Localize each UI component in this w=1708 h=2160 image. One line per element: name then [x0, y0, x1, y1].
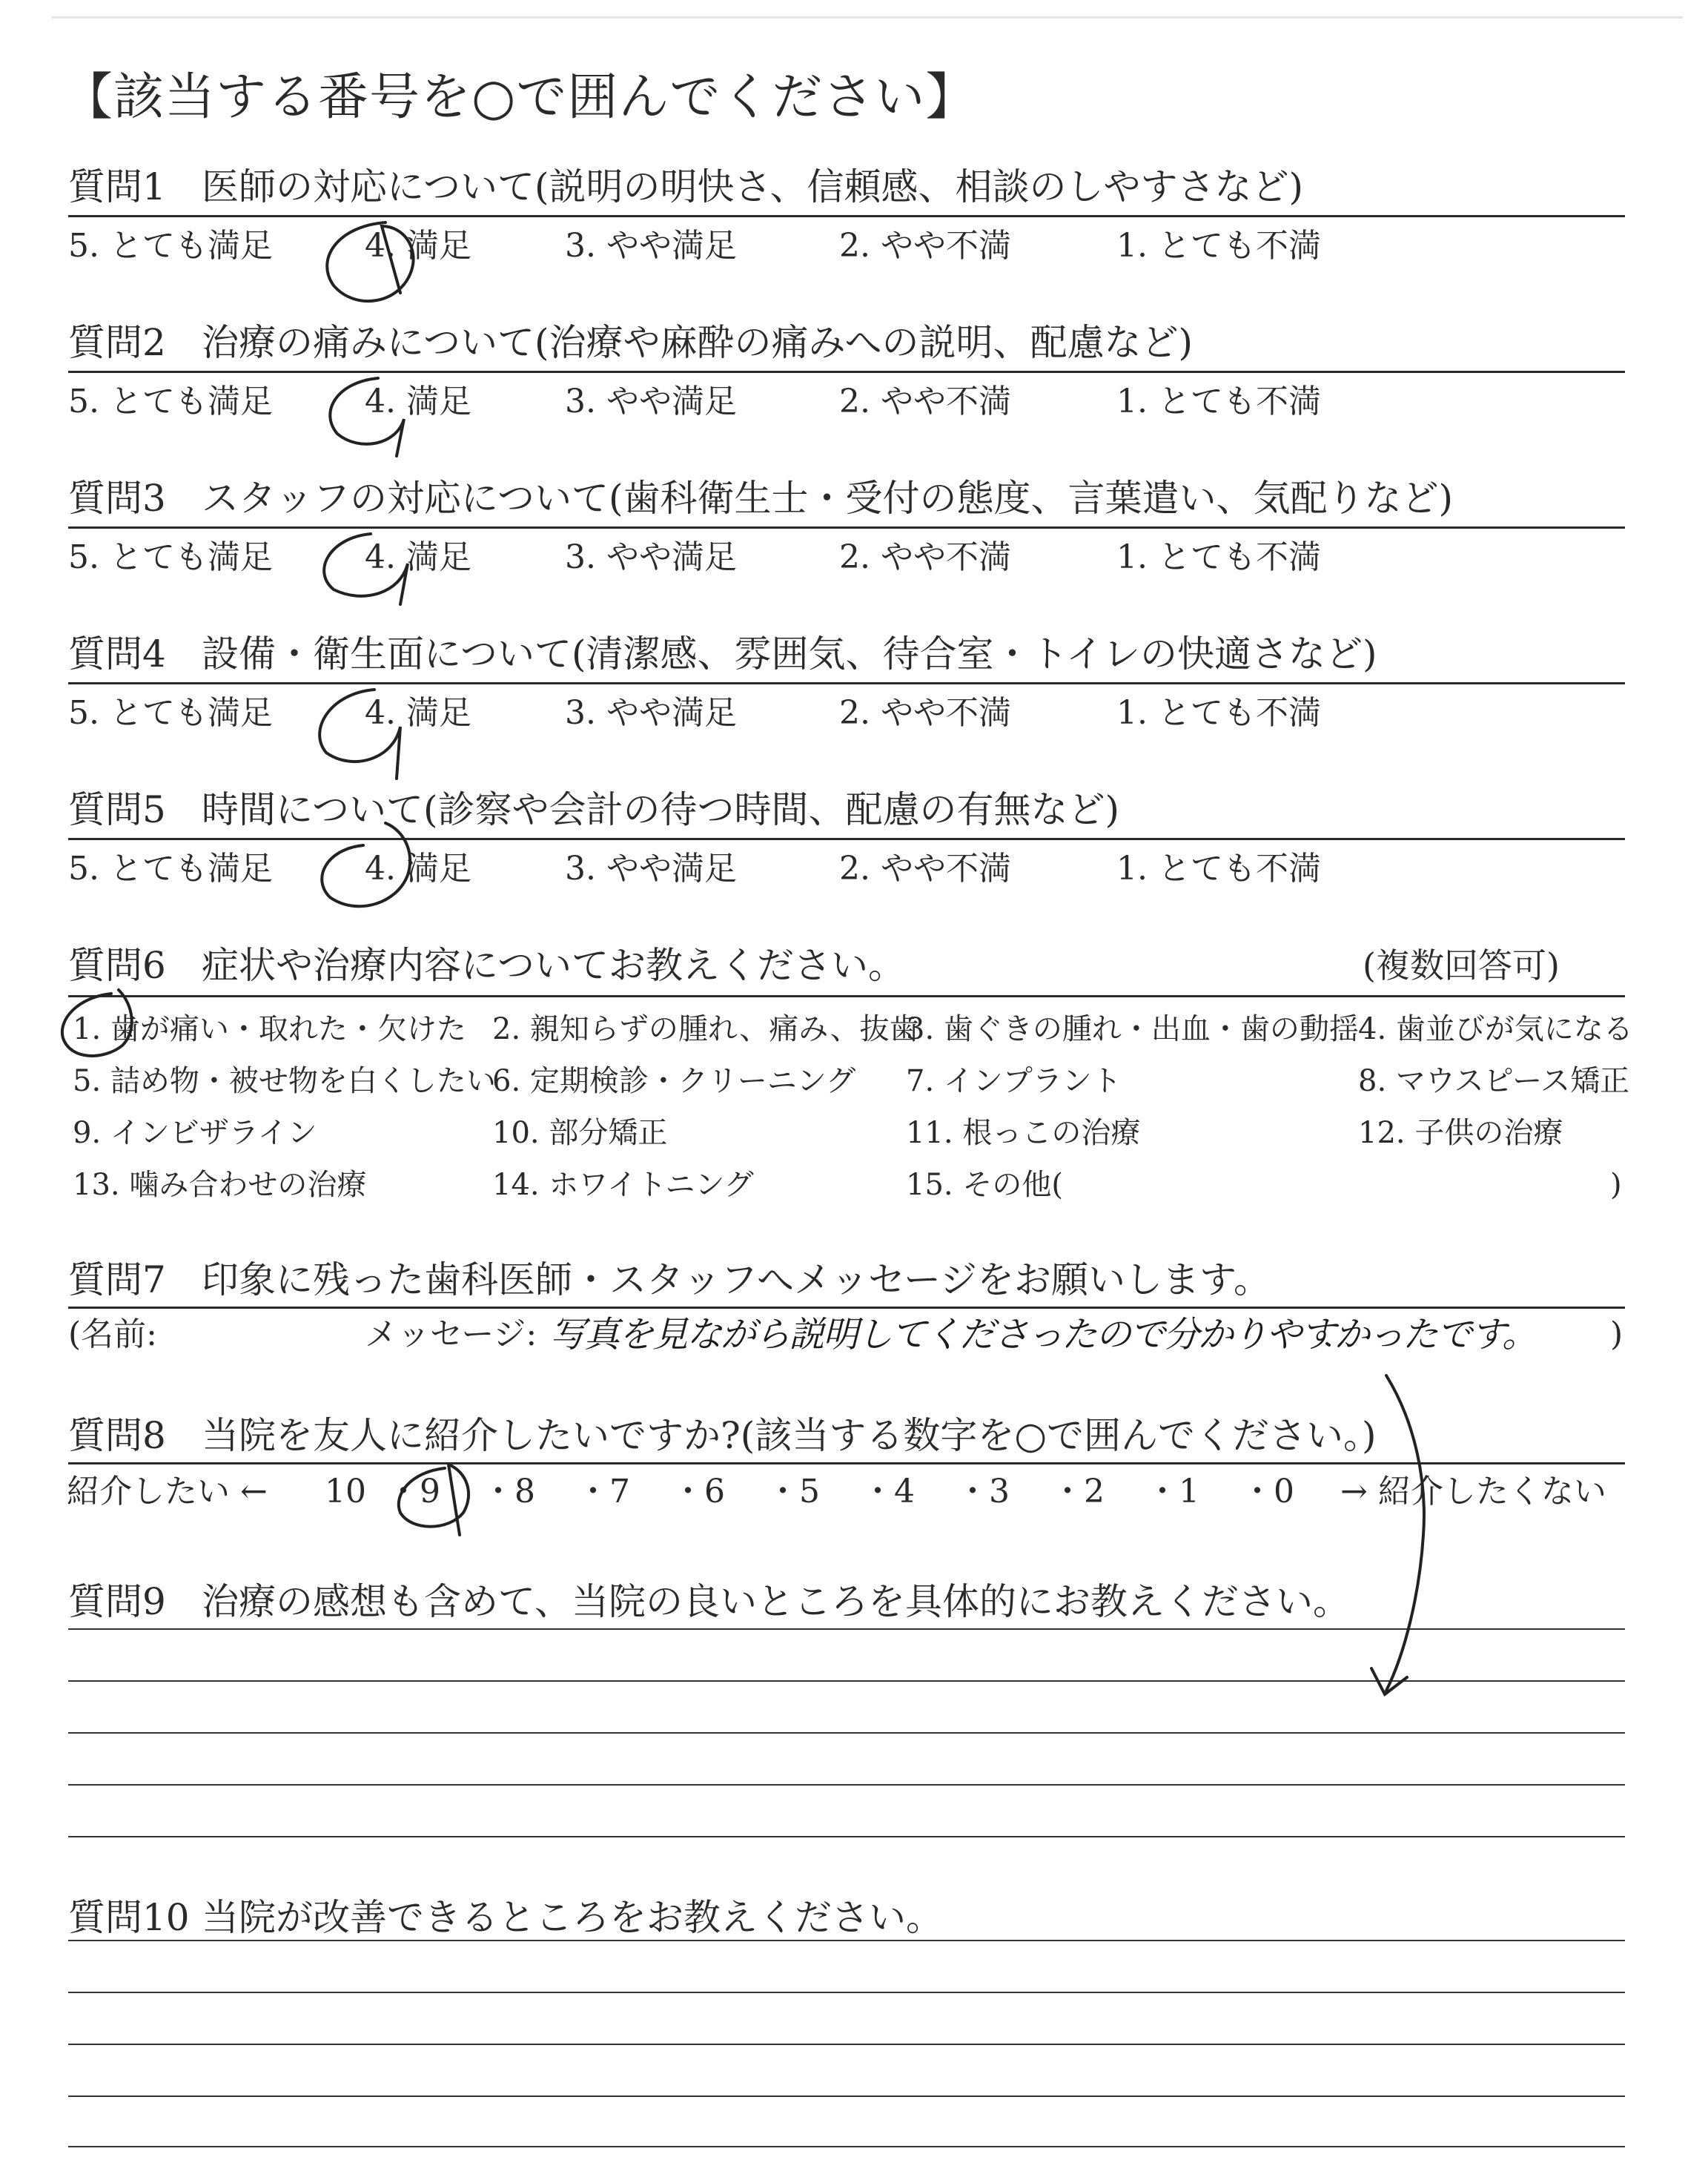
- q1-option-5[interactable]: 5. とても満足: [68, 227, 273, 265]
- q6-option-7[interactable]: 7. インプラント: [906, 1064, 1122, 1098]
- q5-option-3[interactable]: 3. やや満足: [565, 850, 737, 888]
- scale-value-0[interactable]: 0: [1274, 1473, 1294, 1510]
- question-4: [68, 632, 1625, 676]
- question-10: [68, 1895, 1625, 1940]
- message-handwritten[interactable]: 写真を見ながら説明してくださったので分かりやすかったです。: [550, 1314, 1537, 1355]
- scale-value-10[interactable]: 10: [325, 1473, 366, 1510]
- scale-separator-dot: ・: [1241, 1473, 1274, 1510]
- scale-separator-dot: ・: [672, 1473, 704, 1510]
- recommend-right-label: → 紹介したくない: [1340, 1473, 1606, 1510]
- page-title: 【該当する番号を○で囲んでください】: [62, 68, 977, 127]
- answer-line[interactable]: [68, 2146, 1625, 2147]
- message-close-paren: ): [1610, 1315, 1623, 1353]
- q2-option-4[interactable]: 4. 満足: [365, 383, 471, 420]
- q6-option-4[interactable]: 4. 歯並びが気になる: [1358, 1012, 1633, 1046]
- answer-line[interactable]: [68, 1836, 1625, 1837]
- question-8: [68, 1413, 1625, 1458]
- q5-option-1[interactable]: 1. とても不満: [1116, 850, 1321, 888]
- scale-value-4[interactable]: 4: [894, 1473, 915, 1510]
- scale-value-9[interactable]: 9: [420, 1473, 440, 1510]
- q2-option-2[interactable]: 2. やや不満: [839, 383, 1011, 420]
- scale-value-1[interactable]: 1: [1179, 1473, 1199, 1510]
- q6-option-15[interactable]: 15. その他(: [906, 1168, 1063, 1202]
- q3-option-3[interactable]: 3. やや満足: [565, 538, 737, 576]
- divider: [68, 215, 1625, 217]
- answer-line[interactable]: [68, 1992, 1625, 1993]
- scale-separator-dot: ・: [861, 1473, 894, 1510]
- q1-option-2[interactable]: 2. やや不満: [839, 227, 1011, 265]
- divider: [68, 838, 1625, 840]
- question-text: 時間について(診察や会計の待つ時間、配慮の有無など): [202, 788, 1120, 831]
- scale-separator-dot: ・: [767, 1473, 799, 1510]
- divider: [68, 1307, 1625, 1309]
- q2-option-3[interactable]: 3. やや満足: [565, 383, 737, 420]
- q4-option-5[interactable]: 5. とても満足: [68, 694, 273, 732]
- q6-option-8[interactable]: 8. マウスピース矯正: [1358, 1064, 1630, 1098]
- scale-value-7[interactable]: 7: [609, 1473, 630, 1510]
- question-number: 質問7: [68, 1258, 166, 1301]
- question-text: 当院を友人に紹介したいですか?(該当する数字を○で囲んでください。): [202, 1414, 1377, 1457]
- answer-line[interactable]: [68, 1680, 1625, 1682]
- question-9: [68, 1579, 1625, 1624]
- question-1: [68, 165, 1625, 209]
- scale-separator-dot: ・: [956, 1473, 989, 1510]
- q6-option-9[interactable]: 9. インビザライン: [73, 1116, 317, 1150]
- q5-option-2[interactable]: 2. やや不満: [839, 850, 1011, 888]
- q6-option-3[interactable]: 3. 歯ぐきの腫れ・出血・歯の動揺: [906, 1012, 1359, 1046]
- q4-option-1[interactable]: 1. とても不満: [1116, 694, 1321, 732]
- question-number: 質問5: [68, 788, 166, 831]
- question-number: 質問4: [68, 633, 166, 676]
- q6-option-2[interactable]: 2. 親知らずの腫れ、痛み、抜歯: [492, 1012, 919, 1046]
- q6-option-1[interactable]: 1. 歯が痛い・取れた・欠けた: [73, 1012, 466, 1046]
- message-label: メッセージ:: [365, 1315, 537, 1353]
- answer-line[interactable]: [68, 1732, 1625, 1734]
- name-label: (名前:: [68, 1315, 157, 1353]
- question-text: 治療の感想も含めて、当院の良いところを具体的にお教えください。: [202, 1580, 1350, 1623]
- scale-value-2[interactable]: 2: [1084, 1473, 1105, 1510]
- q1-option-3[interactable]: 3. やや満足: [565, 227, 737, 265]
- scale-separator-dot: ・: [1051, 1473, 1084, 1510]
- answer-line[interactable]: [68, 2044, 1625, 2045]
- question-text: 印象に残った歯科医師・スタッフへメッセージをお願いします。: [202, 1258, 1271, 1301]
- question-2: [68, 320, 1625, 365]
- question-7: [68, 1258, 1625, 1302]
- divider: [68, 1462, 1625, 1464]
- answer-line[interactable]: [68, 2095, 1625, 2097]
- scale-value-3[interactable]: 3: [989, 1473, 1010, 1510]
- scale-separator-dot: ・: [1146, 1473, 1179, 1510]
- q2-option-5[interactable]: 5. とても満足: [68, 383, 273, 420]
- question-5: [68, 787, 1625, 832]
- q6-option-11[interactable]: 11. 根っこの治療: [906, 1116, 1141, 1150]
- multiple-answers-note: (複数回答可): [1363, 945, 1560, 985]
- recommend-left-label: 紹介したい ←: [67, 1473, 268, 1510]
- divider: [68, 371, 1625, 373]
- page-top-edge: [52, 16, 1683, 19]
- q6-option-12[interactable]: 12. 子供の治療: [1358, 1116, 1563, 1150]
- q4-option-4[interactable]: 4. 満足: [365, 694, 471, 732]
- question-text: 設備・衛生面について(清潔感、雰囲気、待合室・トイレの快適さなど): [202, 633, 1377, 676]
- scale-separator-dot: ・: [577, 1473, 609, 1510]
- question-number: 質問6: [68, 944, 166, 987]
- answer-line[interactable]: [68, 1940, 1625, 1941]
- question-number: 質問1: [68, 165, 166, 208]
- q3-option-2[interactable]: 2. やや不満: [839, 538, 1011, 576]
- divider: [68, 682, 1625, 684]
- q6-option-14[interactable]: 14. ホワイトニング: [492, 1168, 754, 1202]
- q4-option-2[interactable]: 2. やや不満: [839, 694, 1011, 732]
- divider: [68, 995, 1625, 997]
- q5-option-4[interactable]: 4. 満足: [365, 850, 471, 888]
- answer-line[interactable]: [68, 1784, 1625, 1786]
- question-text: 治療の痛みについて(治療や麻酔の痛みへの説明、配慮など): [202, 321, 1194, 364]
- scale-value-6[interactable]: 6: [704, 1473, 725, 1510]
- question-number: 質問9: [68, 1580, 166, 1623]
- scale-value-5[interactable]: 5: [799, 1473, 820, 1510]
- q6-option-5[interactable]: 5. 詰め物・被せ物を白くしたい: [73, 1064, 496, 1098]
- question-3: [68, 476, 1625, 521]
- q2-option-1[interactable]: 1. とても不満: [1116, 383, 1321, 420]
- q6-option-6[interactable]: 6. 定期検診・クリーニング: [492, 1064, 856, 1098]
- q6-option-10[interactable]: 10. 部分矯正: [492, 1116, 668, 1150]
- question-number: 質問2: [68, 321, 166, 364]
- answer-line[interactable]: [68, 1628, 1625, 1630]
- question-number: 質問8: [68, 1414, 166, 1457]
- question-text: スタッフの対応について(歯科衛生士・受付の態度、言葉遣い、気配りなど): [202, 477, 1454, 520]
- q6-option-13[interactable]: 13. 噛み合わせの治療: [73, 1168, 367, 1202]
- scale-separator-dot: ・: [482, 1473, 514, 1510]
- q3-option-4[interactable]: 4. 満足: [365, 538, 471, 576]
- q4-option-3[interactable]: 3. やや満足: [565, 694, 737, 732]
- scale-separator-dot: ・: [387, 1473, 420, 1510]
- q3-option-5[interactable]: 5. とても満足: [68, 538, 273, 576]
- divider: [68, 526, 1625, 529]
- q1-option-4[interactable]: 4. 満足: [365, 227, 471, 265]
- q3-option-1[interactable]: 1. とても不満: [1116, 538, 1321, 576]
- scale-value-8[interactable]: 8: [514, 1473, 535, 1510]
- q1-option-1[interactable]: 1. とても不満: [1116, 227, 1321, 265]
- question-text: 症状や治療内容についてお教えください。: [202, 944, 905, 987]
- question-number: 質問3: [68, 477, 166, 520]
- question-text: 医師の対応について(説明の明快さ、信頼感、相談のしやすさなど): [202, 165, 1304, 208]
- q6-other-close-paren: ): [1610, 1168, 1622, 1202]
- q5-option-5[interactable]: 5. とても満足: [68, 850, 273, 888]
- question-text: 当院が改善できるところをお教えください。: [202, 1896, 943, 1939]
- question-number: 質問10: [68, 1896, 190, 1939]
